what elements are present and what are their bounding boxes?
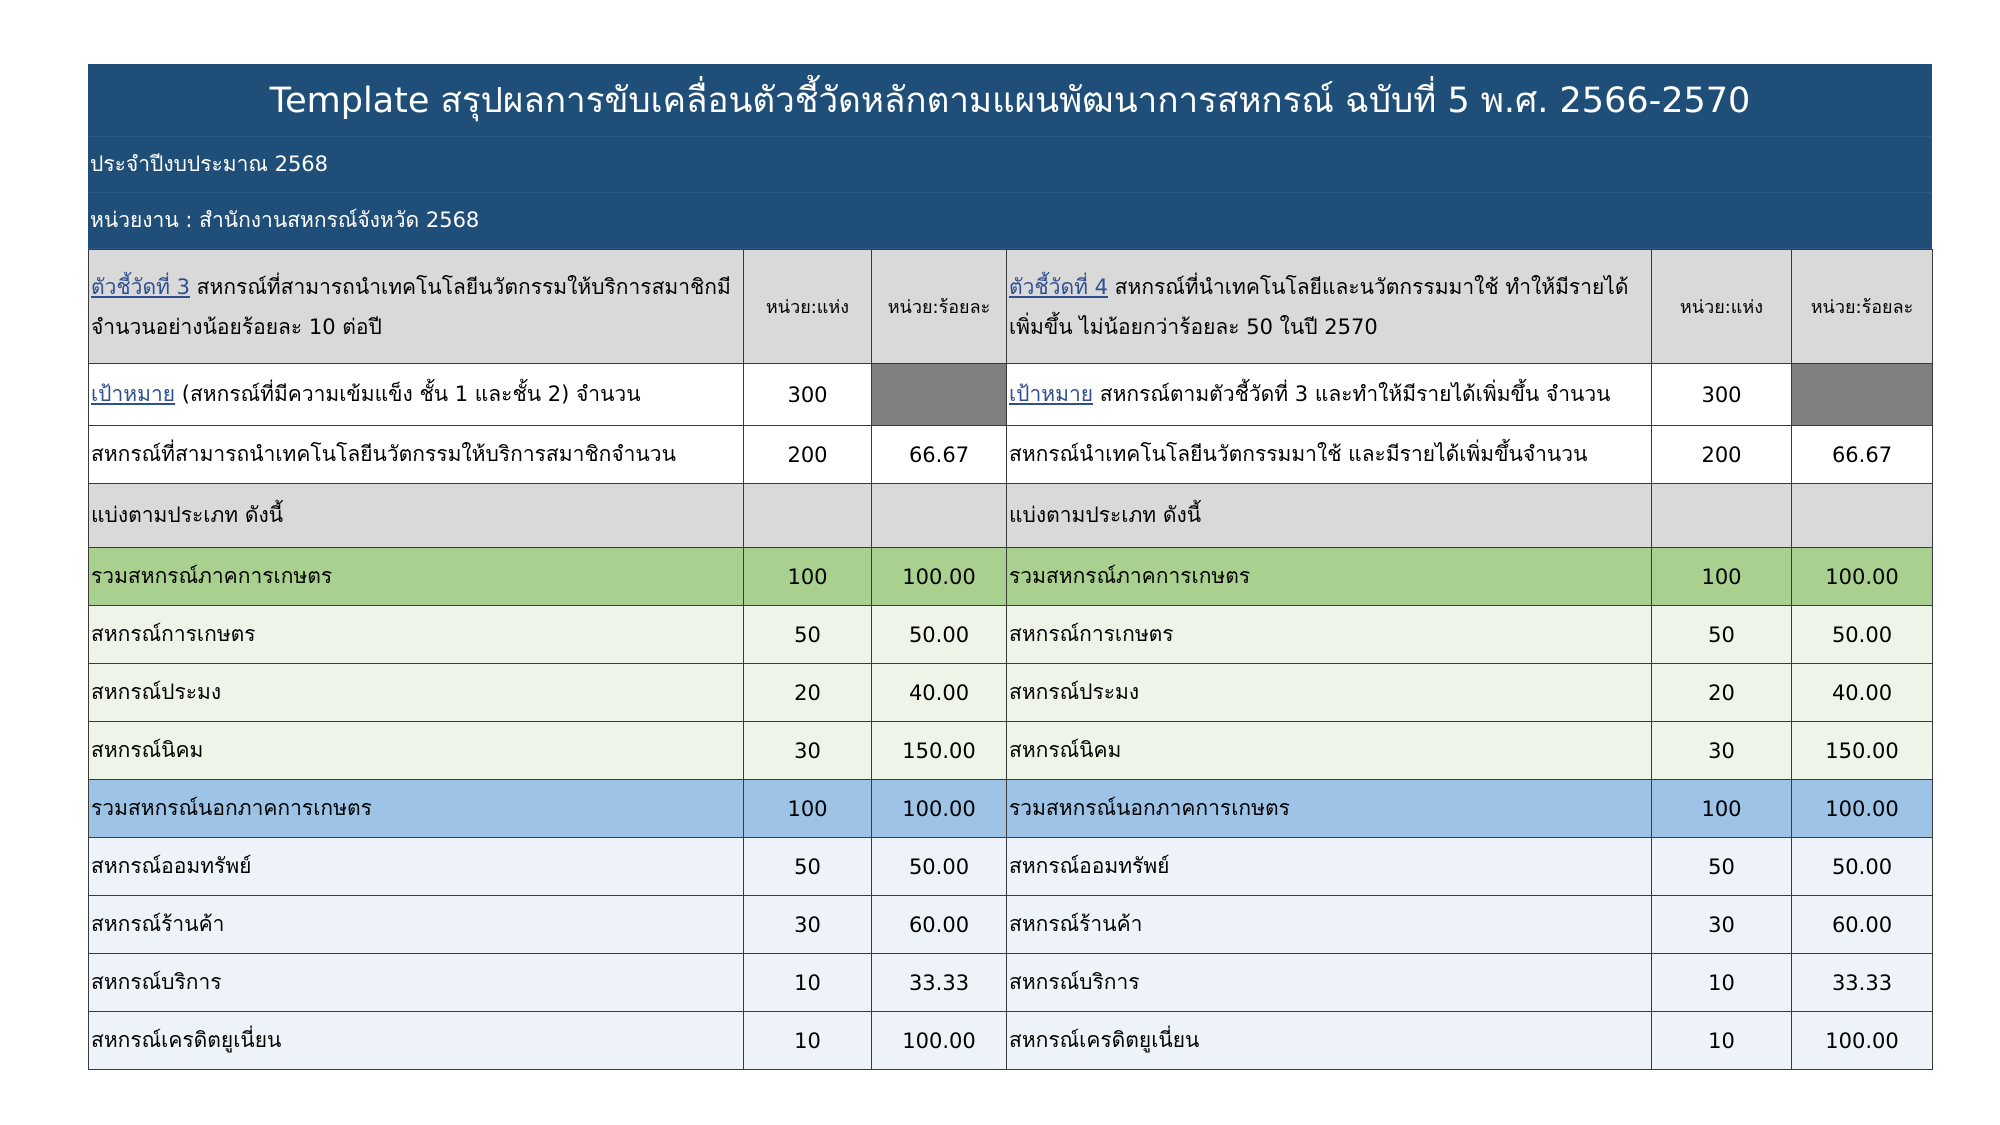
nonagri-total-pct: 100.00 [872,780,1007,838]
table-row [89,1012,1933,1070]
target-label-cell [89,364,744,426]
adoption-label: สหกรณ์นำเทคโนโลยีนวัตกรรมมาใช้ และมีรายได้เพิ่มขึ้นจำนวน [1007,426,1652,484]
empty-cell [744,484,872,548]
table-row [89,838,1933,896]
unit-pct-header: หน่วย:ร้อยละ [872,250,1007,364]
row-pct: 150.00 [1792,722,1933,780]
nonagri-total-label: รวมสหกรณ์นอกภาคการเกษตร [1007,780,1652,838]
indicator-4-link[interactable]: ตัวชี้วัดที่ 4 [1009,274,1108,299]
row-label: สหกรณ์นิคม [1007,722,1652,780]
row-label: สหกรณ์เครดิตยูเนี่ยน [89,1012,744,1070]
empty-cell [1792,484,1933,548]
agency-label: หน่วยงาน : สำนักงานสหกรณ์จังหวัด 2568 [88,193,1932,249]
row-count: 30 [1652,896,1792,954]
agri-total-label: รวมสหกรณ์ภาคการเกษตร [1007,548,1652,606]
table-row [89,954,1933,1012]
indicator-3-link[interactable]: ตัวชี้วัดที่ 3 [91,274,190,299]
report-sheet [88,64,1932,1070]
indicator-table [88,249,1933,1070]
row-pct: 33.33 [872,954,1007,1012]
indicator-4-cell [1007,250,1652,364]
target-text: (สหกรณ์ที่มีความเข้มแข็ง ชั้น 1 และชั้น 2) จำนวน [175,382,641,406]
row-count: 20 [744,664,872,722]
adoption-pct: 66.67 [872,426,1007,484]
unit-count-header: หน่วย:แห่ง [1652,250,1792,364]
row-label: สหกรณ์ออมทรัพย์ [1007,838,1652,896]
target-count: 300 [1652,364,1792,426]
row-count: 30 [744,722,872,780]
report-title: Template สรุปผลการขับเคลื่อนตัวชี้วัดหลักตามแผนพัฒนาการสหกรณ์ ฉบับที่ 5 พ.ศ. 2566-2570 [88,64,1932,137]
row-count: 50 [1652,838,1792,896]
agri-total-count: 100 [1652,548,1792,606]
row-count: 20 [1652,664,1792,722]
row-count: 50 [1652,606,1792,664]
row-pct: 100.00 [872,1012,1007,1070]
adoption-label: สหกรณ์ที่สามารถนำเทคโนโลยีนวัตกรรมให้บริการสมาชิกจำนวน [89,426,744,484]
indicator-header-row [89,250,1933,364]
row-label: สหกรณ์ประมง [1007,664,1652,722]
adoption-count: 200 [744,426,872,484]
table-row [89,896,1933,954]
row-label: สหกรณ์เครดิตยูเนี่ยน [1007,1012,1652,1070]
row-pct: 50.00 [872,606,1007,664]
nonagri-total-count: 100 [1652,780,1792,838]
agri-total-pct: 100.00 [1792,548,1933,606]
adoption-pct: 66.67 [1792,426,1933,484]
row-pct: 40.00 [872,664,1007,722]
split-label: แบ่งตามประเภท ดังนี้ [89,484,744,548]
target-row [89,364,1933,426]
split-by-type-row [89,484,1933,548]
unit-count-header: หน่วย:แห่ง [744,250,872,364]
row-label: สหกรณ์ร้านค้า [89,896,744,954]
row-label: สหกรณ์การเกษตร [1007,606,1652,664]
row-label: สหกรณ์ร้านค้า [1007,896,1652,954]
indicator-3-cell [89,250,744,364]
row-count: 10 [744,954,872,1012]
adoption-count: 200 [1652,426,1792,484]
indicator-4-text: สหกรณ์ที่นำเทคโนโลยีและนวัตกรรมมาใช้ ทำให้มีรายได้เพิ่มขึ้น ไม่น้อยกว่าร้อยละ 50 ในปี 2570 [1009,274,1629,339]
row-pct: 150.00 [872,722,1007,780]
nonagri-total-pct: 100.00 [1792,780,1933,838]
target-link[interactable]: เป้าหมาย [91,382,176,406]
row-count: 30 [1652,722,1792,780]
row-count: 10 [1652,1012,1792,1070]
row-count: 50 [744,838,872,896]
row-count: 10 [744,1012,872,1070]
unit-pct-header: หน่วย:ร้อยละ [1792,250,1933,364]
target-text: สหกรณ์ตามตัวชี้วัดที่ 3 และทำให้มีรายได้เพิ่มขึ้น จำนวน [1093,382,1611,406]
nonagri-total-count: 100 [744,780,872,838]
row-label: สหกรณ์บริการ [89,954,744,1012]
table-row [89,664,1933,722]
empty-cell [1652,484,1792,548]
row-label: สหกรณ์นิคม [89,722,744,780]
agri-total-label: รวมสหกรณ์ภาคการเกษตร [89,548,744,606]
agri-total-pct: 100.00 [872,548,1007,606]
split-label: แบ่งตามประเภท ดังนี้ [1007,484,1652,548]
row-count: 50 [744,606,872,664]
table-row [89,606,1933,664]
target-count: 300 [744,364,872,426]
target-label-cell [1007,364,1652,426]
indicator-3-text: สหกรณ์ที่สามารถนำเทคโนโลยีนวัตกรรมให้บริการสมาชิกมีจำนวนอย่างน้อยร้อยละ 10 ต่อปี [91,274,731,339]
row-count: 10 [1652,954,1792,1012]
row-pct: 100.00 [1792,1012,1933,1070]
row-label: สหกรณ์การเกษตร [89,606,744,664]
row-pct: 40.00 [1792,664,1933,722]
adoption-row [89,426,1933,484]
target-pct-empty [1792,364,1933,426]
row-pct: 60.00 [872,896,1007,954]
target-pct-empty [872,364,1007,426]
agri-total-row [89,548,1933,606]
row-label: สหกรณ์บริการ [1007,954,1652,1012]
agri-total-count: 100 [744,548,872,606]
row-pct: 33.33 [1792,954,1933,1012]
nonagri-total-label: รวมสหกรณ์นอกภาคการเกษตร [89,780,744,838]
empty-cell [872,484,1007,548]
row-pct: 50.00 [872,838,1007,896]
row-label: สหกรณ์ออมทรัพย์ [89,838,744,896]
table-row [89,722,1933,780]
nonagri-total-row [89,780,1933,838]
row-pct: 50.00 [1792,606,1933,664]
row-pct: 60.00 [1792,896,1933,954]
target-link[interactable]: เป้าหมาย [1009,382,1094,406]
row-count: 30 [744,896,872,954]
fiscal-year-label: ประจำปีงบประมาณ 2568 [88,137,1932,193]
row-pct: 50.00 [1792,838,1933,896]
row-label: สหกรณ์ประมง [89,664,744,722]
